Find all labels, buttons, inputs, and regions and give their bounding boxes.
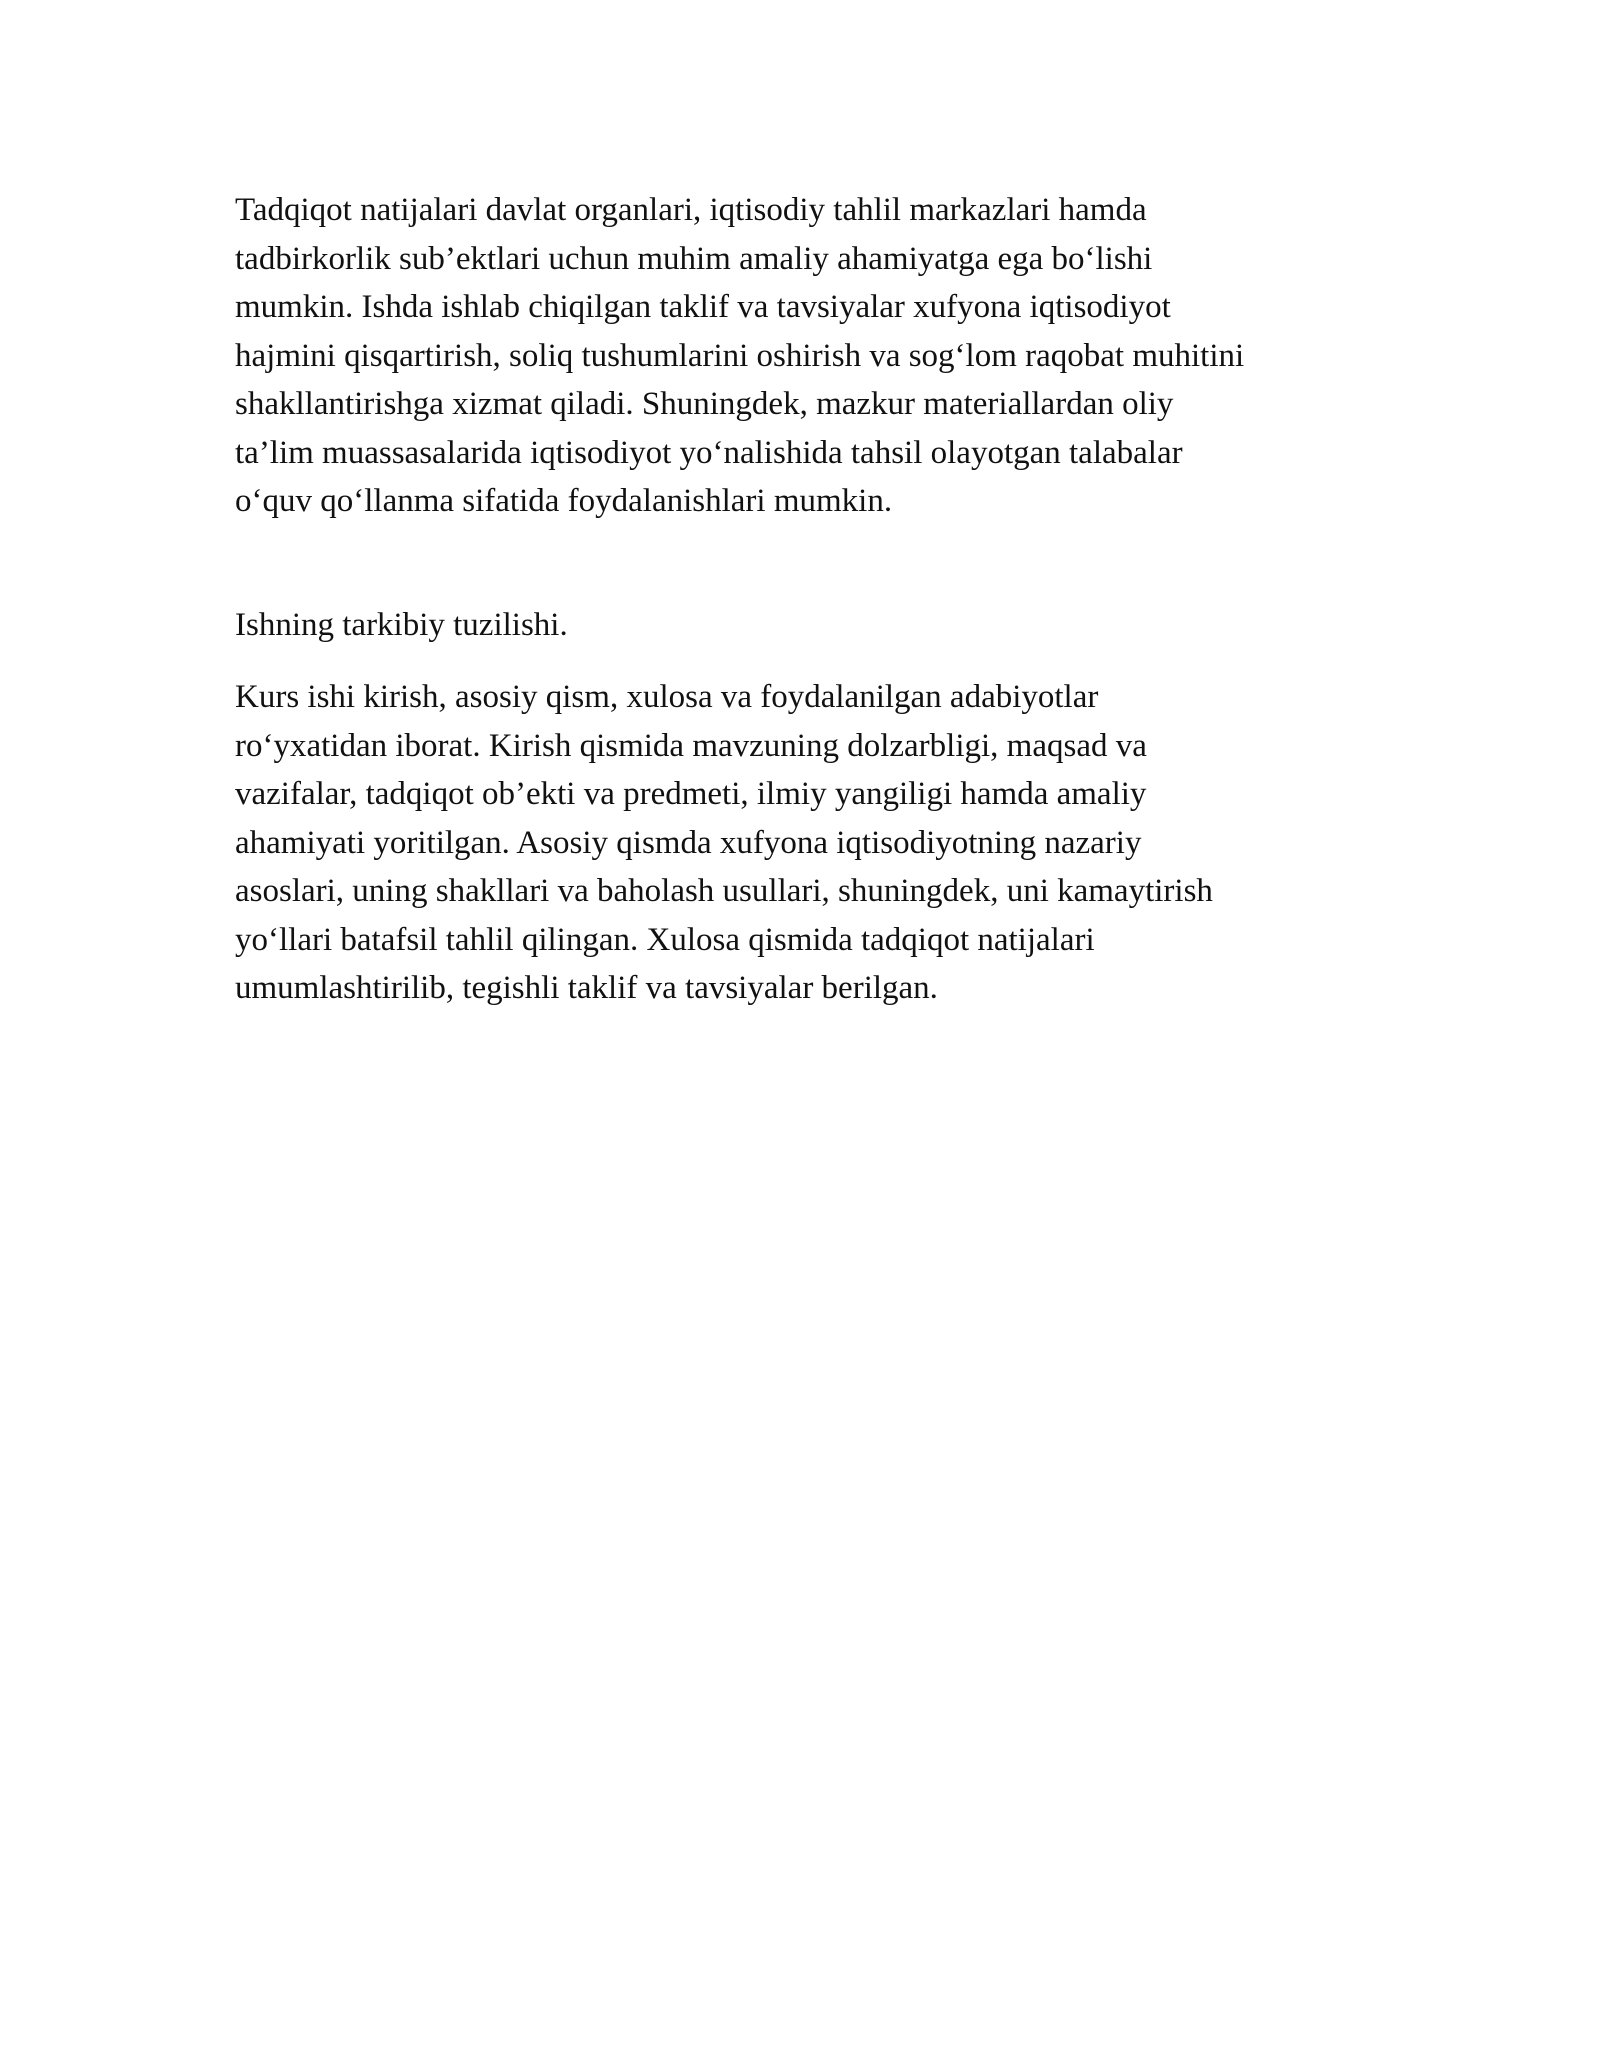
paragraph-line: mumkin. Ishda ishlab chiqilgan taklif va tavsiyalar xufyona iqtisodiyot: [235, 289, 1171, 325]
paragraph-practical-significance: [235, 186, 1415, 526]
paragraph-line: umumlashtirilib, tegishli taklif va tavsiyalar berilgan.: [235, 970, 938, 1006]
paragraph-line: hajmini qisqartirish, soliq tushumlarini oshirish va sog‘lom raqobat muhitini: [235, 337, 1245, 374]
paragraph-line: Tadqiqot natijalari davlat organlari, iqtisodiy tahlil markazlari hamda: [235, 192, 1147, 228]
paragraph-line: ro‘yxatidan iborat. Kirish qismida mavzuning dolzarbligi, maqsad va: [235, 727, 1147, 764]
paragraph-structure: [235, 673, 1415, 1013]
document-body: [235, 186, 1415, 1013]
paragraph-line: ahamiyati yoritilgan. Asosiy qismda xufyona iqtisodiyotning nazariy: [235, 824, 1142, 861]
section-heading: Ishning tarkibiy tuzilishi.: [235, 606, 568, 643]
paragraph-line: o‘quv qo‘llanma sifatida foydalanishlari mumkin.: [235, 483, 893, 519]
paragraph-line: Kurs ishi kirish, asosiy qism, xulosa va foydalanilgan adabiyotlar: [235, 679, 1099, 715]
paragraph-line: yo‘llari batafsil tahlil qilingan. Xulosa qismida tadqiqot natijalari: [235, 921, 1095, 958]
paragraph-line: shakllantirishga xizmat qiladi. Shuningdek, mazkur materiallardan oliy: [235, 386, 1174, 422]
paragraph-line: tadbirkorlik sub’ektlari uchun muhim amaliy ahamiyatga ega bo‘lishi: [235, 240, 1153, 277]
paragraph-line: vazifalar, tadqiqot ob’ekti va predmeti, ilmiy yangiligi hamda amaliy: [235, 776, 1147, 812]
paragraph-line: asoslari, uning shakllari va baholash usullari, shuningdek, uni kamaytirish: [235, 873, 1213, 909]
paragraph-line: ta’lim muassasalarida iqtisodiyot yo‘nalishida tahsil olayotgan talabalar: [235, 434, 1183, 471]
